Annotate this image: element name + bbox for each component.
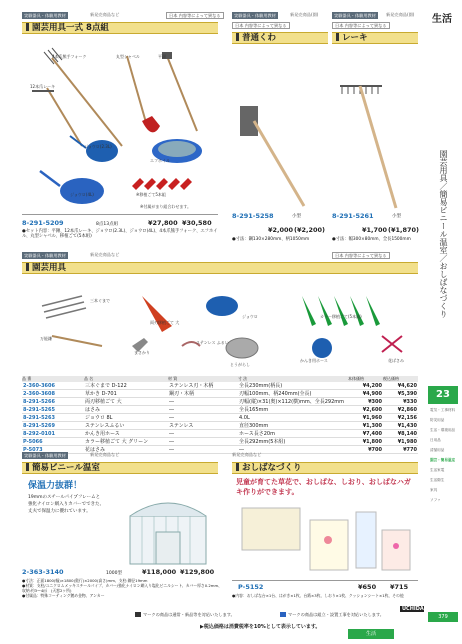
rake-tag: 実験器具・体験用教材	[334, 13, 376, 18]
tools-table	[22, 376, 418, 454]
set8-photo-note: ※付属がまり組合わせます。	[140, 204, 192, 209]
oshibana-code: P-5152	[238, 583, 264, 591]
hoe-desc: ●寸法：鋼130×280mm、柄1050mm	[232, 237, 310, 242]
rake-desc: ●寸法：幅300×80mm、全長1500mm	[332, 237, 411, 242]
set8-title: 園芸用具一式 8点組	[22, 22, 218, 34]
sidebar-item-7[interactable]: 生活衛生	[430, 478, 445, 482]
rake-price-tax: (¥1,870)	[388, 226, 420, 234]
sidebar-item-1[interactable]: 防災用品	[430, 418, 445, 422]
greenhouse-desc: 19mmのスチールパイプフレームと 強化ナイロン網入りカバーでできた、 丈夫で保温力に優れています。	[28, 495, 105, 514]
hoe-price: ¥2,000	[268, 226, 294, 234]
set8-label-foil: エフホイル	[150, 158, 170, 163]
sidebar-item-4[interactable]: 清掃用品	[430, 448, 445, 452]
sidebar-item-5[interactable]: 園芸・簡易温室	[430, 458, 456, 462]
set8-price: ¥27,800	[148, 219, 178, 227]
greenhouse-title: 簡易ビニール温室	[22, 462, 218, 474]
col-price: 本体価格	[348, 376, 383, 382]
set8-label-rake: 12本爪レーキ	[30, 84, 56, 89]
col-tax: 税込価格	[383, 376, 418, 382]
tools-tag: 実験器具・体験用教材	[24, 253, 66, 258]
hoe-price-tax: (¥2,200)	[294, 226, 326, 234]
hoe-tag: 実験器具・体験用教材	[234, 13, 276, 18]
tools-label-9: 花ばさみ	[388, 358, 404, 363]
oshibana-desc: ●内容：おしばな台×1台、はがき×1枚、台紙×3枚、しおり×1枚、クッションシート×1枚、その他	[232, 593, 404, 598]
right-sidebar	[424, 0, 462, 644]
sidebar-item-9[interactable]: ソファ	[430, 498, 441, 502]
hoe-title: 普通くわ	[232, 32, 328, 44]
table-row: P-5066 カラー移植ごて 大 グリーン ― 全長292mm(5本組) ¥1,800 ¥1,980	[23, 438, 417, 445]
footer-tax-note: ▶税込価格は消費税率を10%として表示しています。	[200, 624, 321, 630]
table-row: 8-291-5269 ステンレスふるい ステンレス 直径300mm ¥1,300 ¥1,430	[23, 422, 417, 429]
uchida-logo: UCHIDA	[402, 606, 424, 612]
tools-label-0: 三本ぐまで	[90, 298, 110, 303]
oshibana-maker: 新発売商品など	[232, 452, 262, 457]
rake-spec: 小型	[392, 214, 401, 219]
footer-note2: マークの商品は組立・設置工事を対応いたします。	[280, 612, 384, 618]
oshibana-price: ¥650	[358, 583, 377, 591]
greenhouse-price: ¥118,000	[142, 568, 177, 576]
footer-page-label: 生活	[348, 629, 394, 639]
tools-photo	[22, 276, 418, 372]
set8-label-fork: 4本爪熊手フォーク	[52, 54, 87, 59]
tools-label-8: かんき用ホース	[300, 358, 328, 363]
sidebar-vertical-title: 園芸用具／簡易ビニール温室／おしばなづくり	[439, 150, 448, 318]
sidebar-item-8[interactable]: 家具	[430, 488, 438, 492]
sidebar-item-3[interactable]: 日用品	[430, 438, 441, 442]
sidebar-item-0[interactable]: 電気・工事材料	[430, 408, 456, 412]
table-row: 8-291-5265 はさみ ― 全長165mm ¥2,600 ¥2,860	[23, 406, 417, 413]
col-name: 品 名	[84, 376, 168, 382]
tools-label-5: ステンレス ふるい	[196, 340, 229, 345]
greenhouse-code: 2-363-3140	[22, 568, 64, 576]
greenhouse-price-tax: ¥129,800	[180, 568, 215, 576]
hoe-maker: 新発売商品(園)	[290, 12, 319, 17]
tools-label-2: 両刃移植ごて 大	[150, 320, 180, 325]
set8-label-can-large: ジョウロ(4L)	[70, 192, 94, 197]
set8-price-tax: ¥30,580	[182, 219, 212, 227]
tools-delivery-note: 日本 内容等によって異なる	[332, 252, 390, 259]
sidebar-item-6[interactable]: 生活家電	[430, 468, 445, 472]
set8-label-can-small: ジョウロ(2.3L)	[84, 144, 112, 149]
greenhouse-photo	[120, 488, 216, 568]
col-size: 寸 法	[238, 376, 348, 382]
rake-delivery-note: 日本 内容等によって異なる	[332, 22, 390, 29]
hoe-spec: 小型	[292, 214, 301, 219]
greenhouse-maker: 新発売商品など	[90, 452, 120, 457]
practical-tag: 実験器具・体験用教材	[24, 13, 66, 18]
footer-note1: マークの商品は通常・新品等を対応いたします。	[135, 612, 235, 618]
tools-label-7: とうがらし	[230, 362, 250, 367]
sidebar-item-2[interactable]: 生活・環境用品	[430, 428, 456, 432]
table-row: 2-360-3608 草かき D-701 鋼刃・木柄 刃幅100mm、柄240mm(全長) ¥4,900 ¥5,390	[23, 390, 417, 397]
table-row: P-5073 花はさみ ― ― ¥700 ¥770	[23, 446, 417, 453]
page-number: 379	[428, 612, 458, 622]
hoe-photo	[232, 46, 328, 212]
table-row: 8-292-0101 かんき用ホース ― ホース長さ20m ¥7,400 ¥8,140	[23, 430, 417, 437]
rake-photo	[332, 46, 418, 212]
greenhouse-tagline: 保温力抜群！	[28, 481, 83, 491]
set8-label-shovel: 丸型シャベル	[116, 54, 140, 59]
greenhouse-notes: ●寸法：正面1800(幅)×1800(奥行)×2000(高さ)mm、支柱:鋼径19mm ●材質：支柱/ユニクロムメッキスチールパイプ、カバー/強化ナイロン網入り塩化ビニルシート、カバー厚さ0.2mm、収納:約3〜4㎡ (天窓2ヶ所) ●付属品：特殊コーティング鍍め金物、アンカー	[22, 578, 222, 598]
col-code: 品 番	[22, 376, 84, 382]
oshibana-title: おしばなづくり	[232, 462, 418, 474]
table-row: 2-360-3606 三本ぐまで D-122 ステンレス刃・木柄 全長230mm(柄長) ¥4,200 ¥4,620	[23, 382, 417, 389]
table-row: 8-291-5266 両刃移植ごて 大 ― 刃幅(縦)×31(奥)×112(横)mm、全長292mm ¥300 ¥330	[23, 398, 417, 405]
oshibana-price-tax: ¥715	[390, 583, 409, 591]
set8-photo	[22, 36, 218, 212]
delivery-note: 日本 内容等によって異なる	[166, 12, 224, 19]
hoe-code: 8-291-5258	[232, 212, 274, 220]
set8-code: 8-291-5209	[22, 219, 64, 227]
rake-code: 8-291-5261	[332, 212, 374, 220]
tools-title: 園芸用具	[22, 262, 418, 274]
tools-label-1: 万能鎌	[40, 336, 52, 341]
set8-spec: 8点13点組	[96, 222, 119, 227]
rake-maker: 新発売商品(園)	[386, 12, 415, 17]
table-row: 8-291-5263 ジョウロ 8L ― 4.0L ¥1,960 ¥2,156	[23, 414, 417, 421]
tools-label-6: まさかり	[134, 350, 150, 355]
maker-tag: 新発売商品など	[90, 12, 120, 17]
col-material: 材 質	[168, 376, 238, 382]
greenhouse-tag: 実験器具・体験用教材	[24, 453, 66, 458]
greenhouse-spec: 1000型	[106, 571, 122, 576]
tools-label-3: ジョウロ	[242, 314, 258, 319]
section-number: 23	[428, 386, 458, 404]
set8-desc: ●セット内容：平鍬、12本爪レーキ、ジョウロ(2.3L)、ジョウロ(4L)、4本爪熊手フォーク、エフホイル、丸型シャベル、移植ごて(5本組)	[22, 229, 218, 240]
oshibana-photo	[236, 502, 416, 580]
rake-title: レーキ	[332, 32, 418, 44]
hoe-delivery-note: 日本 内容等によって異なる	[232, 22, 290, 29]
tools-maker: 新発売商品など	[90, 252, 120, 257]
sidebar-category: 生活	[432, 14, 452, 25]
set8-label-trowels: ※移植ごて5本組	[136, 192, 166, 197]
rake-price: ¥1,700	[362, 226, 388, 234]
oshibana-banner: 児童が育てた草花で、おしばな、しおり、おしばなハガキ作りができます。	[236, 478, 411, 496]
set8-label-hoe: 平鍬	[158, 54, 166, 59]
tools-label-4: カラー移植ごて(5本組)	[320, 314, 362, 319]
